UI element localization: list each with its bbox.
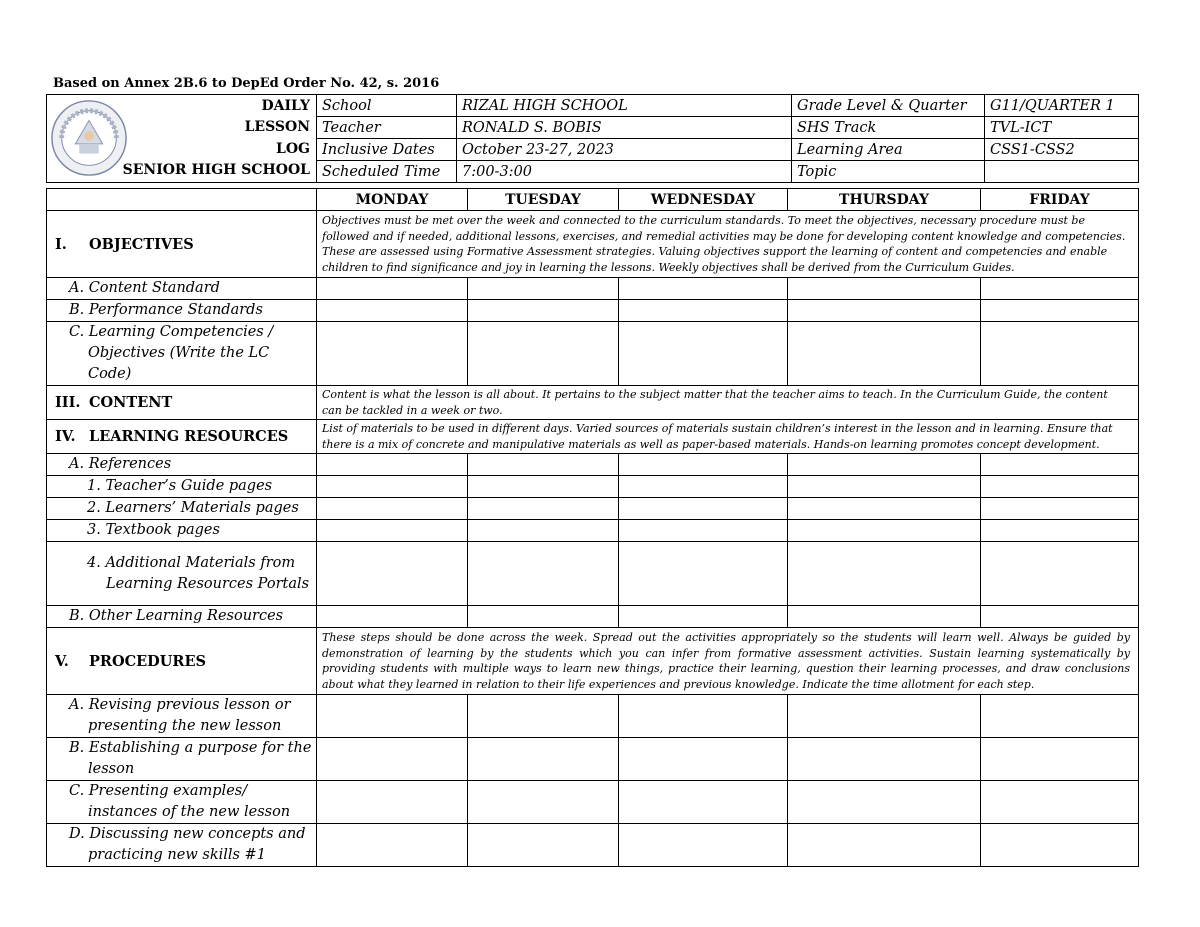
cell[interactable]: [468, 738, 619, 781]
scheduled-time-value: 7:00-3:00: [457, 161, 792, 183]
grade-level-value: G11/QUARTER 1: [985, 95, 1139, 117]
cell[interactable]: [788, 476, 981, 498]
learners-materials-label: 2. Learners’ Materials pages: [47, 498, 317, 520]
cell[interactable]: [619, 476, 788, 498]
day-tuesday: TUESDAY: [468, 189, 619, 211]
cell[interactable]: [619, 322, 788, 386]
cell[interactable]: [468, 476, 619, 498]
procedure-d-label: D. Discussing new concepts and practicing new skills #1: [69, 826, 306, 863]
cell[interactable]: [981, 322, 1139, 386]
day-wednesday: WEDNESDAY: [619, 189, 788, 211]
procedures-note: These steps should be done across the week. Spread out the activities appropriately so the students will learn well. Always be guided by demonstration of learning by the students which you can infer from formative assessment activities. Sustain learning systematically by providing students with multiple ways to learn new things, practice their learning, question their learning processes, and draw conclusions about what they learned in relation to their life experiences and previous knowledge. Indicate the time allotment for each step.: [317, 628, 1139, 695]
cell[interactable]: [317, 278, 468, 300]
cell[interactable]: [468, 454, 619, 476]
cell[interactable]: [788, 278, 981, 300]
day-friday: FRIDAY: [981, 189, 1139, 211]
shs-track-value: TVL-ICT: [985, 117, 1139, 139]
cell[interactable]: [788, 781, 981, 824]
procedure-c-label: C. Presenting examples/ instances of the new lesson: [69, 783, 291, 820]
cell[interactable]: [981, 300, 1139, 322]
cell[interactable]: [981, 520, 1139, 542]
learning-area-value: CSS1-CSS2: [985, 139, 1139, 161]
grade-level-label: Grade Level & Quarter: [792, 95, 985, 117]
cell[interactable]: [468, 824, 619, 867]
additional-materials-label: 4. Additional Materials from Learning Resources Portals: [87, 554, 310, 592]
cell[interactable]: [619, 781, 788, 824]
content-note: Content is what the lesson is all about. It pertains to the subject matter that the teacher aims to teach. In the Curriculum Guide, the content can be tackled in a week or two.: [317, 386, 1139, 420]
cell[interactable]: [619, 300, 788, 322]
cell[interactable]: [981, 454, 1139, 476]
cell[interactable]: [619, 454, 788, 476]
cell[interactable]: [317, 542, 468, 606]
learning-resources-note: List of materials to be used in different days. Varied sources of materials sustain children’s interest in the lesson and in learning. Ensure that there is a mix of concrete and manipulative materials as well as paper-based materials. Hands-on learning promotes concept development.: [317, 420, 1139, 454]
cell[interactable]: [981, 781, 1139, 824]
cell[interactable]: [619, 606, 788, 628]
teachers-guide-label: 1. Teacher’s Guide pages: [47, 476, 317, 498]
cell[interactable]: [317, 300, 468, 322]
cell[interactable]: [619, 738, 788, 781]
cell[interactable]: [317, 824, 468, 867]
learning-area-label: Learning Area: [792, 139, 985, 161]
cell[interactable]: [788, 824, 981, 867]
cell[interactable]: [981, 542, 1139, 606]
procedures-heading: V. PROCEDURES: [47, 628, 317, 695]
cell[interactable]: [619, 278, 788, 300]
cell[interactable]: [317, 454, 468, 476]
other-resources-label: B. Other Learning Resources: [47, 606, 317, 628]
cell[interactable]: [788, 606, 981, 628]
cell[interactable]: [788, 498, 981, 520]
day-monday: MONDAY: [317, 189, 468, 211]
scheduled-time-label: Scheduled Time: [317, 161, 457, 183]
cell[interactable]: [317, 695, 468, 738]
cell[interactable]: [788, 695, 981, 738]
header-table: [46, 94, 1139, 183]
cell[interactable]: [317, 322, 468, 386]
procedure-b-label: B. Establishing a purpose for the lesson: [69, 740, 312, 777]
annex-reference: Based on Annex 2B.6 to DepEd Order No. 42, s. 2016: [53, 76, 440, 91]
cell[interactable]: [788, 542, 981, 606]
cell[interactable]: [468, 498, 619, 520]
cell[interactable]: [981, 695, 1139, 738]
cell[interactable]: [981, 476, 1139, 498]
teacher-value: RONALD S. BOBIS: [457, 117, 792, 139]
cell[interactable]: [619, 498, 788, 520]
inclusive-dates-value: October 23-27, 2023: [457, 139, 792, 161]
cell[interactable]: [981, 498, 1139, 520]
cell[interactable]: [788, 454, 981, 476]
topic-label: Topic: [792, 161, 985, 183]
cell[interactable]: [981, 824, 1139, 867]
textbook-pages-label: 3. Textbook pages: [47, 520, 317, 542]
learning-competencies-label: C. Learning Competencies / Objectives (Write the LC Code): [69, 324, 274, 382]
cell[interactable]: [788, 520, 981, 542]
procedure-a-label: A. Revising previous lesson or presenting the new lesson: [69, 697, 291, 734]
cell[interactable]: [468, 695, 619, 738]
day-header-row: [47, 189, 1139, 211]
cell[interactable]: [468, 542, 619, 606]
cell[interactable]: [468, 300, 619, 322]
cell[interactable]: [468, 520, 619, 542]
cell[interactable]: [981, 738, 1139, 781]
cell[interactable]: [788, 322, 981, 386]
cell[interactable]: [619, 695, 788, 738]
cell[interactable]: [788, 300, 981, 322]
cell[interactable]: [468, 781, 619, 824]
cell[interactable]: [468, 322, 619, 386]
performance-standards-label: B. Performance Standards: [47, 300, 317, 322]
references-label: A. References: [47, 454, 317, 476]
cell[interactable]: [981, 606, 1139, 628]
cell[interactable]: [317, 606, 468, 628]
cell[interactable]: [317, 476, 468, 498]
cell[interactable]: [317, 498, 468, 520]
cell[interactable]: [317, 781, 468, 824]
day-thursday: THURSDAY: [788, 189, 981, 211]
content-standard-label: A. Content Standard: [47, 278, 317, 300]
teacher-label: Teacher: [317, 117, 457, 139]
inclusive-dates-label: Inclusive Dates: [317, 139, 457, 161]
cell[interactable]: [619, 824, 788, 867]
deped-seal-icon: [50, 99, 128, 177]
cell[interactable]: [468, 278, 619, 300]
cell[interactable]: [468, 606, 619, 628]
cell[interactable]: [619, 520, 788, 542]
cell[interactable]: [317, 520, 468, 542]
cell[interactable]: [981, 278, 1139, 300]
content-heading: III. CONTENT: [47, 386, 317, 420]
learning-resources-heading: IV. LEARNING RESOURCES: [47, 420, 317, 454]
cell[interactable]: [788, 738, 981, 781]
log-title: DAILY LESSON LOG SENIOR HIGH SCHOOL: [47, 95, 317, 183]
cell[interactable]: [619, 542, 788, 606]
objectives-note: Objectives must be met over the week and connected to the curriculum standards. To meet the objectives, necessary procedure must be followed and if needed, additional lessons, exercises, and remedial activities may be done for developing content knowledge and competencies. These are assessed using Formative Assessment strategies. Valuing objectives support the learning of content and competencies and enable children to find significance and joy in learning the lessons. Weekly objectives shall be derived from the Curriculum Guides.: [317, 211, 1139, 278]
shs-track-label: SHS Track: [792, 117, 985, 139]
school-label: School: [317, 95, 457, 117]
objectives-heading: I. OBJECTIVES: [47, 211, 317, 278]
school-value: RIZAL HIGH SCHOOL: [457, 95, 792, 117]
cell[interactable]: [317, 738, 468, 781]
topic-value: [985, 161, 1139, 183]
lesson-log-table: [46, 188, 1139, 867]
